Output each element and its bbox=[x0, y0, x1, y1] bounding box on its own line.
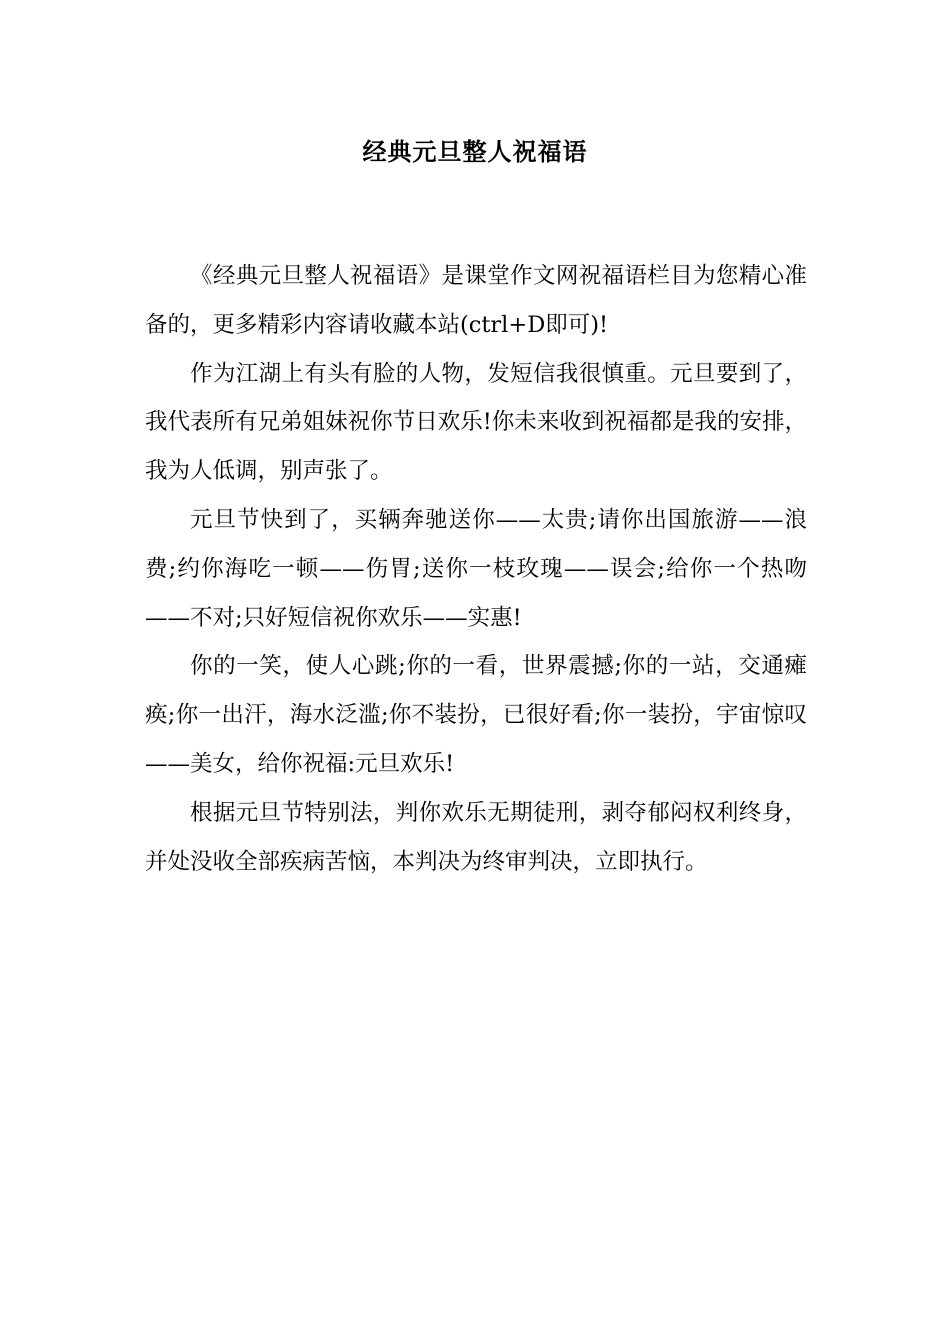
document-title: 经典元旦整人祝福语 bbox=[362, 137, 588, 166]
paragraph-intro: 《经典元旦整人祝福语》是课堂作文网祝福语栏目为您精心准备的，更多精彩内容请收藏本站(ctrl+D即可)! bbox=[145, 263, 807, 338]
paragraph-3: 你的一笑，使人心跳;你的一看，世界震撼;你的一站，交通瘫痪;你一出汗，海水泛滥;你不装扮，已很好看;你一装扮，宇宙惊叹——美女，给你祝福:元旦欢乐! bbox=[145, 653, 807, 777]
document-body bbox=[145, 252, 807, 886]
paragraph-4: 根据元旦节特别法，判你欢乐无期徒刑，剥夺郁闷权利终身，并处没收全部疾病苦恼，本判决为终审判决，立即执行。 bbox=[145, 799, 807, 875]
paragraph-1: 作为江湖上有头有脸的人物，发短信我很慎重。元旦要到了，我代表所有兄弟姐妹祝你节日欢乐!你未来收到祝福都是我的安排，我为人低调，别声张了。 bbox=[145, 360, 807, 485]
paragraph-2: 元旦节快到了，买辆奔驰送你——太贵;请你出国旅游——浪费;约你海吃一顿——伤胃;送你一枝玫瑰——误会;给你一个热吻——不对;只好短信祝你欢乐——实惠! bbox=[145, 506, 807, 631]
